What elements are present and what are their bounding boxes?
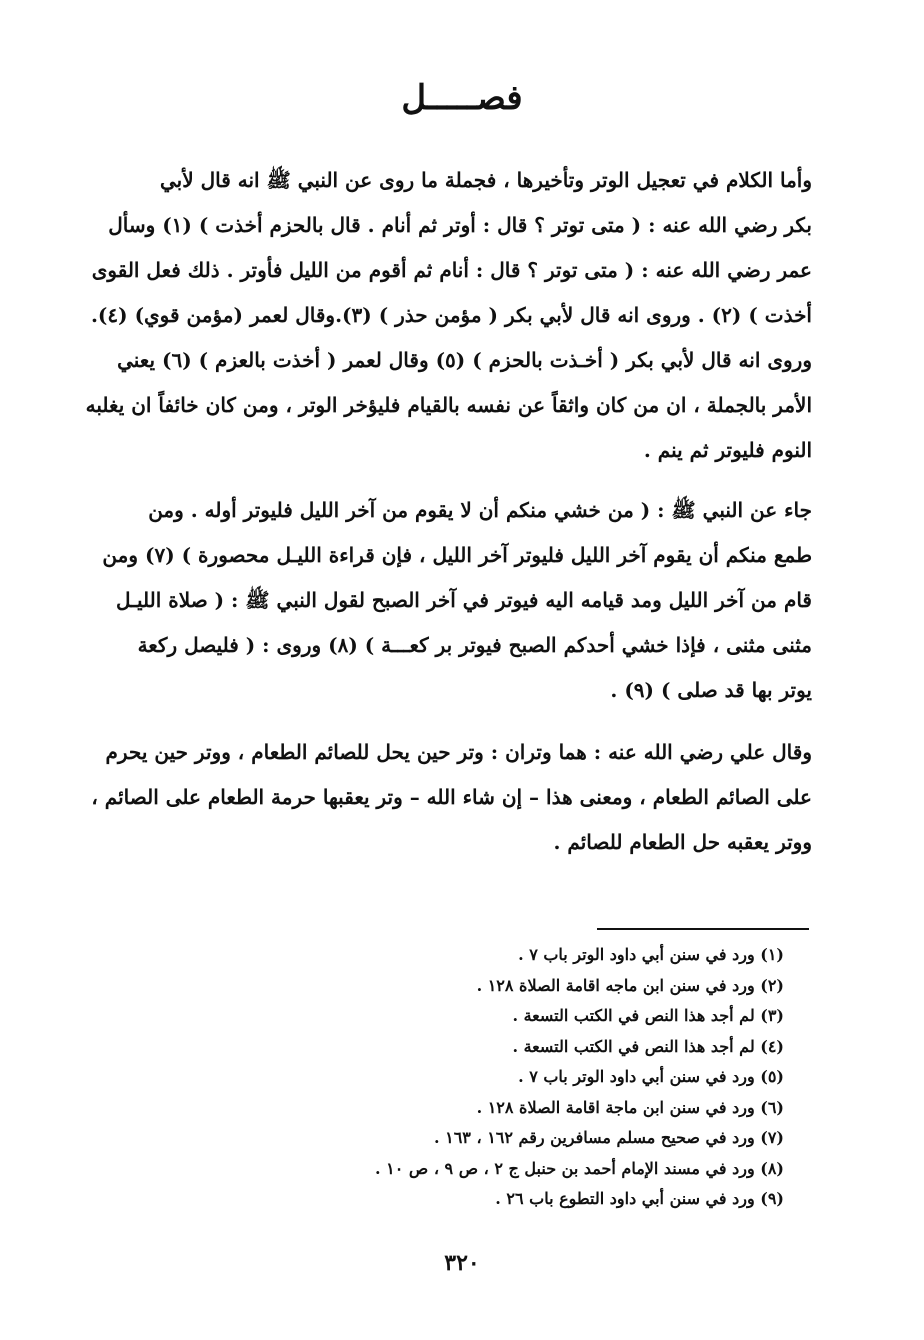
footnote-8: (٨) ورد في مسند الإمام أحمد بن حنبل ج ٢ ، ص ٩ ، ص ١٠ .: [375, 1158, 784, 1178]
footnotes-list: [184, 940, 784, 1215]
paragraph-2: [102, 488, 812, 713]
paragraph-line: يوتر بها قد صلى ) (٩) .: [610, 678, 812, 702]
footnote-separator: [597, 928, 809, 930]
paragraph-line: الأمر بالجملة ، ان من كان واثقاً عن نفسه بالقيام فليؤخر الوتر ، ومن كان خائفاً ان يغلبه: [85, 393, 812, 417]
paragraph-3: [91, 730, 812, 865]
paragraph-line: ووتر يعقبه حل الطعام للصائم .: [553, 830, 812, 854]
paragraph-line: قام من آخر الليل ومد قيامه اليه فيوتر في آخر الصبح لقول النبي ﷺ : ( صلاة الليـل: [116, 588, 812, 612]
section-title: فصـــــل: [401, 78, 523, 118]
footnote-3: (٣) لم أجد هذا النص في الكتب التسعة .: [512, 1006, 784, 1025]
paragraph-line: بكر رضي الله عنه : ( متى توتر ؟ قال : أوتر ثم أنام . قال بالحزم أخذت ) (١) وسأل: [108, 213, 812, 237]
paragraph-line: على الصائم الطعام ، ومعنى هذا – إن شاء الله – وتر يعقبها حرمة الطعام على الصائم ،: [91, 785, 812, 809]
paragraph-line: طمع منكم أن يقوم آخر الليل فليوتر آخر الليل ، فإن قراءة الليـل محصورة ) (٧) ومن: [102, 543, 812, 567]
paragraph-1: [85, 158, 812, 473]
paragraph-line: مثنى مثنى ، فإذا خشي أحدكم الصبح فيوتر بر كعـــة ) (٨) وروى : ( فليصل ركعة: [137, 633, 812, 657]
page-number: ٣٢٠: [444, 1250, 480, 1276]
paragraph-line: وقال علي رضي الله عنه : هما وتران : وتر حين يحل للصائم الطعام ، ووتر حين يحرم: [105, 740, 812, 764]
footnote-9: (٩) ورد في سنن أبي داود التطوع باب ٢٦ .: [495, 1189, 784, 1208]
paragraph-line: جاء عن النبي ﷺ : ( من خشي منكم أن لا يقوم من آخر الليل فليوتر أوله . ومن: [148, 498, 812, 522]
footnote-5: (٥) ورد في سنن أبي داود الوتر باب ٧ .: [518, 1067, 784, 1086]
footnote-7: (٧) ورد في صحيح مسلم مسافرين رقم ١٦٢ ، ١٦٣ .: [433, 1128, 784, 1147]
paragraph-line: وروى انه قال لأبي بكر ( أخـذت بالحزم ) (٥) وقال لعمر ( أخذت بالعزم ) (٦) يعني: [117, 348, 812, 372]
paragraph-line: النوم فليوتر ثم ينم .: [643, 438, 812, 462]
footnote-1: (١) ورد في سنن أبي داود الوتر باب ٧ .: [518, 945, 784, 964]
paragraph-line: عمر رضي الله عنه : ( متى توتر ؟ قال : أنام ثم أقوم من الليل فأوتر . ذلك فعل القوى: [91, 258, 812, 282]
paragraph-line: أخذت ) (٢) . وروى انه قال لأبي بكر ( مؤمن حذر ) (٣).وقال لعمر (مؤمن قوي) (٤).: [90, 303, 812, 327]
footnote-6: (٦) ورد في سنن ابن ماجة اقامة الصلاة ١٢٨ .: [476, 1097, 784, 1117]
footnote-4: (٤) لم أجد هذا النص في الكتب التسعة .: [512, 1036, 784, 1056]
paragraph-line: وأما الكلام في تعجيل الوتر وتأخيرها ، فجملة ما روى عن النبي ﷺ انه قال لأبي: [160, 168, 812, 192]
footnote-2: (٢) ورد في سنن ابن ماجه اقامة الصلاة ١٢٨ .: [476, 975, 784, 995]
